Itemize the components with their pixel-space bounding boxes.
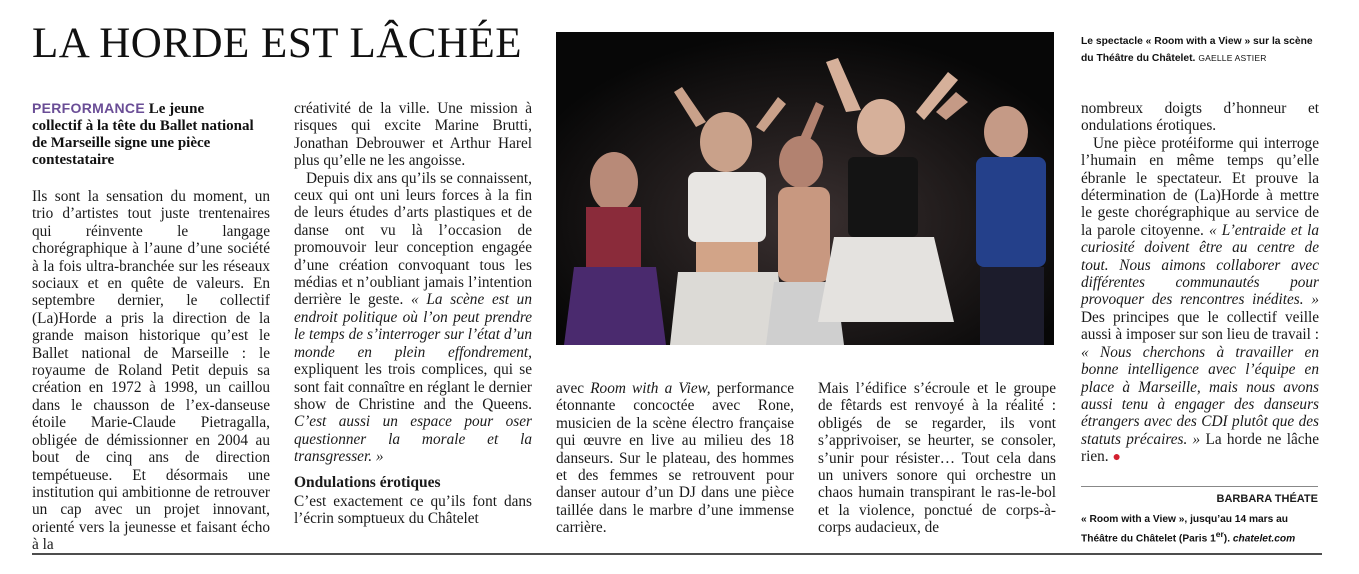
text-run: performance étonnante concoctée avec Rone, musicien de la scène électro française qui œuvre en live au milieu des 18 danseurs. Sur le plateau, des hommes et des femmes se retrouvent pour danser autour d’un DJ dans une pièce taillée dans le marbre d’une immense carrière. xyxy=(556,380,795,537)
subheading: Ondulations érotiques xyxy=(294,473,441,491)
show-title: Room with a View, xyxy=(590,380,711,397)
caption-text: Le spectacle « Room with a View » sur la scène du Théâtre du Châtelet. xyxy=(1081,36,1313,64)
author-byline: BARBARA THÉATE xyxy=(1081,486,1318,505)
paragraph xyxy=(556,380,794,537)
lead-block xyxy=(32,100,254,169)
text-run: Une pièce protéiforme qui interroge l’humain en même temps qu’elle ébranle le spectateur. Et prouve la détermination de (La)Horde à mettre le geste chorégraphique au service de la parole citoyenne. xyxy=(1081,134,1319,239)
end-mark-icon: ● xyxy=(1112,450,1121,466)
photo-credit: GAELLE ASTIER xyxy=(1198,53,1267,63)
paragraph: Ils sont la sensation du moment, un trio d’artistes tout juste trentenaires qui réinvente le langage chorégraphique à l’aune d’une société à la fois ultra-branchée sur les réseaux sociaux et en quête de valeurs. En septembre dernier, le collectif (La)Horde a pris la direction de la grande maison historique qu’est le Ballet national de Marseille : le royaume de Roland Petit depuis sa création en 1972 à 1998, un caillou dans le chausson de l’ex-danseuse étoile Marie-Claude Pietragalla, obligée de démissionner en 2004 au bout de cinq ans de direction tempétueuse. Et désormais une institution qui ambitionne de retrouver un cap avec un projet innovant, orienté vers la jeunesse et faisant écho à la xyxy=(32,188,270,554)
lead-text: Le jeune collectif à la tête du Ballet national de Marseille signe une pièce contestataire xyxy=(32,101,254,168)
column-4 xyxy=(818,380,1056,537)
paragraph xyxy=(1081,135,1319,467)
performance-photo xyxy=(556,32,1054,345)
quote: « L’entraide et la curiosité doivent être au centre de tout. Nous aimons collaborer avec différentes communautés pour provoquer des rencontres inédites. » xyxy=(1081,221,1319,309)
bottom-rule xyxy=(32,553,1322,555)
quote: C’est aussi un espace pour oser questionner la morale et la transgresser. » xyxy=(294,413,532,466)
info-text: « Room with a View », jusqu’au 14 mars au Théâtre du Châtelet (Paris 1 xyxy=(1081,514,1289,545)
quote: « La scène est un endroit politique où l’on peut prendre le temps de s’interroger sur l’état d’un monde en plein effondrement, xyxy=(294,291,532,361)
rubric-label: PERFORMANCE xyxy=(32,100,145,116)
dancers-illustration xyxy=(556,32,1054,345)
paragraph xyxy=(294,170,532,466)
paragraph: C’est exactement ce qu’ils font dans l’écrin somptueux du Châtelet xyxy=(294,492,532,528)
headline: LA HORDE EST LÂCHÉE xyxy=(32,20,523,67)
text-run: avec xyxy=(556,380,591,397)
show-info xyxy=(1081,512,1321,546)
column-5 xyxy=(1081,100,1319,467)
website-link[interactable]: chatelet.com xyxy=(1232,533,1296,545)
text-run: La horde ne lâche rien. xyxy=(1081,430,1320,466)
text-run: Des principes que le collectif veille aussi à imposer sur son lieu de travail : xyxy=(1081,308,1319,344)
paragraph: Mais l’édifice s’écroule et le groupe de fêtards est renvoyé à la réalité : obligés de se regarder, ils vont s’apprivoiser, se heurter, se consoler, s’unir pour résister… Tout cela dans un univers sonore qui orchestre un chaos humain transpirant le ras-le-bol et la violence, ponctué de corps-à-corps audacieux, de xyxy=(818,380,1056,537)
paragraph: créativité de la ville. Une mission à risques qui excite Marine Brutti, Jonathan Debrouwer et Arthur Harel plus qu’elle ne les angoisse. xyxy=(294,100,532,170)
photo-caption xyxy=(1081,33,1321,67)
column-2 xyxy=(294,100,532,528)
column-1 xyxy=(32,188,270,554)
text-run: Depuis dix ans qu’ils se connaissent, ceux qui ont uni leurs forces à la fin de leurs études d’arts plastiques et de danse ont vu là l’occasion de promouvoir leur conception engagée d’une création convoquant tous les médias et n’oubliant jamais l’intention derrière le geste. xyxy=(294,169,532,309)
quote: « Nous cherchons à travailler en bonne intelligence avec l’équipe en place à Marseille, mais nous avons aussi tenu à engager des danseurs étrangers avec des CDI plutôt que des statuts précaires. » xyxy=(1081,343,1319,448)
info-text: ). xyxy=(1223,533,1233,545)
paragraph: nombreux doigts d’honneur et ondulations érotiques. xyxy=(1081,100,1319,135)
column-3 xyxy=(556,380,794,537)
text-run: expliquent les trois complices, qui se sont fait connaître en réglant le dernier show de Christine and the Queens. xyxy=(294,361,532,413)
info-superscript: er xyxy=(1215,529,1224,539)
